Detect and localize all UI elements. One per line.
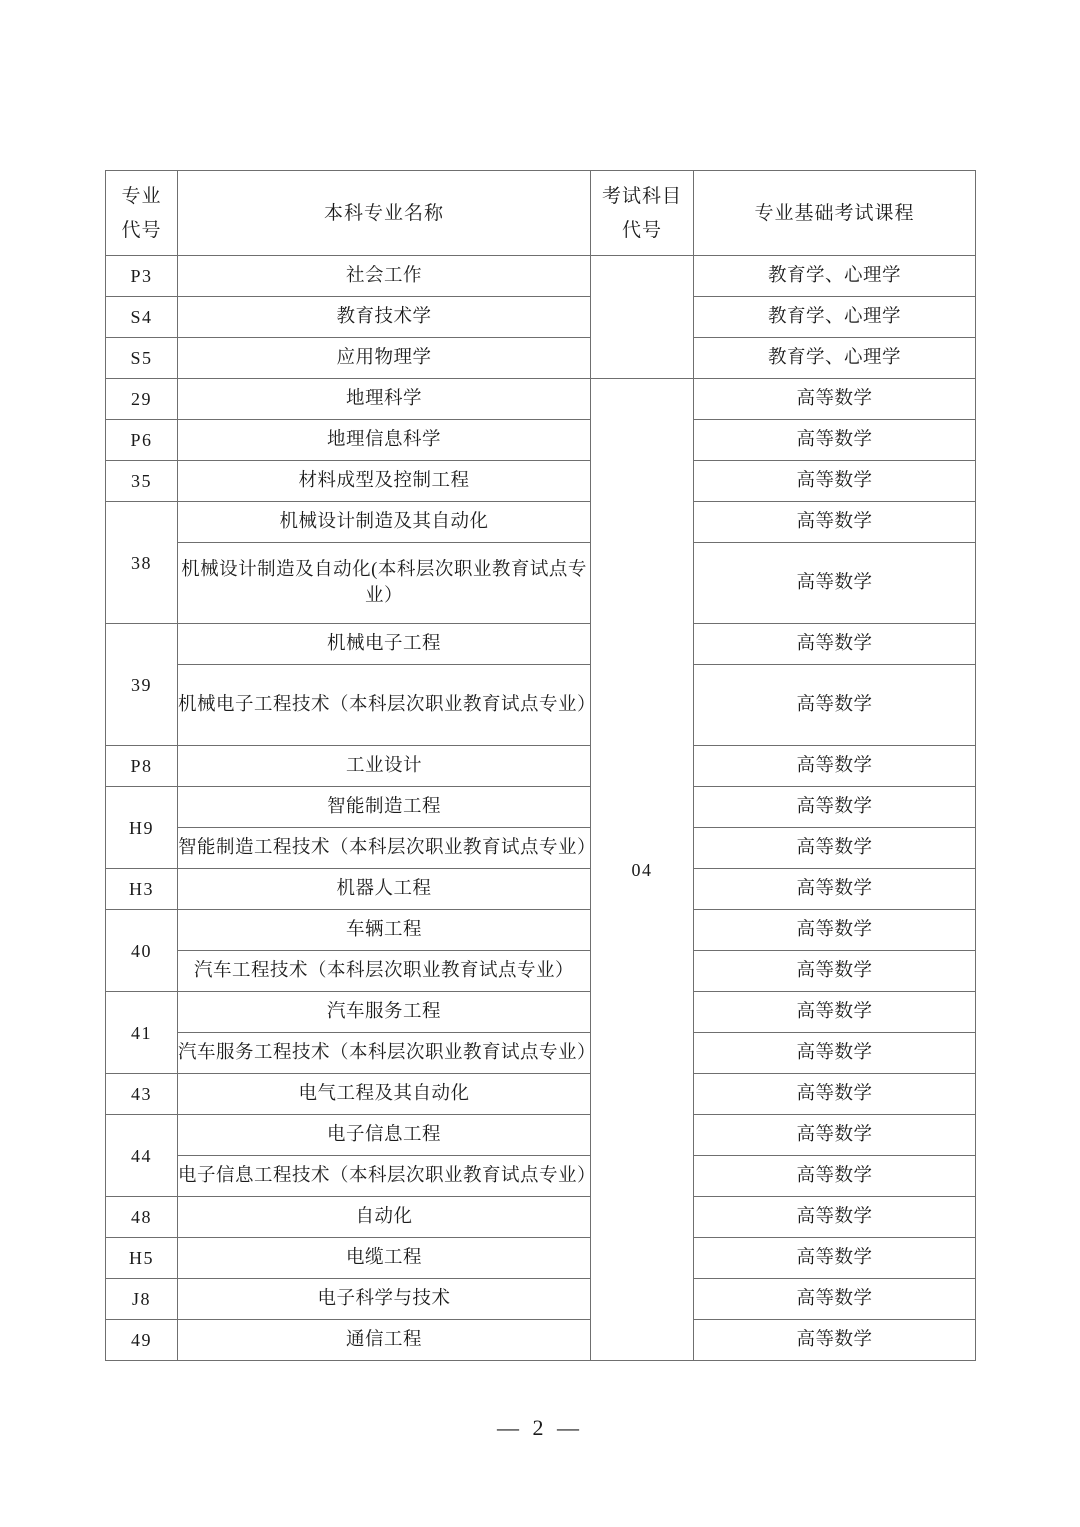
table-row	[106, 379, 976, 420]
table-row	[106, 502, 976, 543]
cell-course: 高等数学	[694, 1197, 976, 1238]
cell-major-name: 汽车工程技术（本科层次职业教育试点专业）	[178, 951, 591, 992]
cell-major-name: 机械电子工程	[178, 624, 591, 665]
cell-course: 教育学、心理学	[694, 256, 976, 297]
cell-major-name: 电子信息工程技术（本科层次职业教育试点专业）	[178, 1156, 591, 1197]
cell-major-code: 29	[106, 379, 178, 420]
cell-exam-code: 04	[591, 379, 694, 1361]
table-row	[106, 1197, 976, 1238]
cell-major-code: 49	[106, 1320, 178, 1361]
table-row	[106, 1074, 976, 1115]
table-row	[106, 461, 976, 502]
cell-major-name: 自动化	[178, 1197, 591, 1238]
cell-course: 高等数学	[694, 951, 976, 992]
cell-course: 高等数学	[694, 746, 976, 787]
cell-major-code: S5	[106, 338, 178, 379]
table-row	[106, 1279, 976, 1320]
cell-course: 高等数学	[694, 787, 976, 828]
table-row	[106, 297, 976, 338]
cell-major-code: 43	[106, 1074, 178, 1115]
major-exam-table	[105, 170, 976, 1361]
cell-major-code: S4	[106, 297, 178, 338]
table-row	[106, 951, 976, 992]
cell-course: 高等数学	[694, 1156, 976, 1197]
header-major-code-line2: 代号	[121, 219, 162, 241]
cell-major-name: 智能制造工程技术（本科层次职业教育试点专业）	[178, 828, 591, 869]
cell-course: 高等数学	[694, 665, 976, 746]
table-row	[106, 256, 976, 297]
table-row	[106, 543, 976, 624]
table-row	[106, 1320, 976, 1361]
cell-major-name: 地理信息科学	[178, 420, 591, 461]
header-exam-code-line1: 考试科目	[601, 185, 682, 207]
cell-major-name: 机械设计制造及其自动化	[178, 502, 591, 543]
header-exam-code-line2: 代号	[621, 219, 662, 241]
cell-major-code: 35	[106, 461, 178, 502]
cell-major-code: H5	[106, 1238, 178, 1279]
table-header	[106, 171, 976, 256]
table-row	[106, 338, 976, 379]
table-row	[106, 910, 976, 951]
cell-major-name: 机器人工程	[178, 869, 591, 910]
cell-major-code: P6	[106, 420, 178, 461]
header-exam-code	[591, 171, 694, 256]
cell-major-code: P8	[106, 746, 178, 787]
cell-course: 教育学、心理学	[694, 297, 976, 338]
cell-major-name: 教育技术学	[178, 297, 591, 338]
cell-course: 高等数学	[694, 420, 976, 461]
cell-major-name: 智能制造工程	[178, 787, 591, 828]
cell-major-code: 39	[106, 624, 178, 746]
cell-course: 教育学、心理学	[694, 338, 976, 379]
cell-major-name: 通信工程	[178, 1320, 591, 1361]
cell-course: 高等数学	[694, 1115, 976, 1156]
cell-course: 高等数学	[694, 1238, 976, 1279]
table-row	[106, 869, 976, 910]
table-row	[106, 1156, 976, 1197]
cell-course: 高等数学	[694, 461, 976, 502]
table-row	[106, 992, 976, 1033]
cell-course: 高等数学	[694, 624, 976, 665]
cell-major-name: 材料成型及控制工程	[178, 461, 591, 502]
cell-course: 高等数学	[694, 502, 976, 543]
cell-major-name: 社会工作	[178, 256, 591, 297]
header-major-name: 本科专业名称	[178, 171, 591, 256]
cell-major-name: 车辆工程	[178, 910, 591, 951]
header-major-code	[106, 171, 178, 256]
table-row	[106, 1033, 976, 1074]
cell-major-name: 汽车服务工程技术（本科层次职业教育试点专业）	[178, 1033, 591, 1074]
cell-course: 高等数学	[694, 1074, 976, 1115]
cell-major-code: J8	[106, 1279, 178, 1320]
cell-exam-code	[591, 256, 694, 379]
header-major-code-line1: 专业	[121, 185, 162, 207]
cell-course: 高等数学	[694, 1033, 976, 1074]
table-row	[106, 624, 976, 665]
cell-major-name: 电子信息工程	[178, 1115, 591, 1156]
cell-course: 高等数学	[694, 992, 976, 1033]
cell-course: 高等数学	[694, 1279, 976, 1320]
cell-major-code: 44	[106, 1115, 178, 1197]
cell-major-name: 电缆工程	[178, 1238, 591, 1279]
cell-major-code: H3	[106, 869, 178, 910]
cell-major-name: 应用物理学	[178, 338, 591, 379]
cell-major-name: 电气工程及其自动化	[178, 1074, 591, 1115]
cell-major-code: H9	[106, 787, 178, 869]
cell-major-name: 工业设计	[178, 746, 591, 787]
cell-major-code: 48	[106, 1197, 178, 1238]
table-row	[106, 787, 976, 828]
cell-major-name: 地理科学	[178, 379, 591, 420]
cell-course: 高等数学	[694, 1320, 976, 1361]
table-header-row	[106, 171, 976, 256]
page-number: — 2 —	[497, 1415, 583, 1440]
table-row	[106, 420, 976, 461]
table-row	[106, 746, 976, 787]
cell-course: 高等数学	[694, 910, 976, 951]
cell-course: 高等数学	[694, 543, 976, 624]
cell-course: 高等数学	[694, 828, 976, 869]
cell-major-code: 38	[106, 502, 178, 624]
cell-major-name: 机械设计制造及自动化(本科层次职业教育试点专业）	[178, 543, 591, 624]
cell-major-code: 40	[106, 910, 178, 992]
header-course: 专业基础考试课程	[694, 171, 976, 256]
cell-course: 高等数学	[694, 379, 976, 420]
cell-major-code: P3	[106, 256, 178, 297]
table-row	[106, 1238, 976, 1279]
cell-major-name: 电子科学与技术	[178, 1279, 591, 1320]
cell-major-code: 41	[106, 992, 178, 1074]
major-exam-table-container	[105, 170, 975, 1361]
cell-major-name: 汽车服务工程	[178, 992, 591, 1033]
table-row	[106, 828, 976, 869]
cell-major-name: 机械电子工程技术（本科层次职业教育试点专业）	[178, 665, 591, 746]
table-row	[106, 1115, 976, 1156]
table-body	[106, 256, 976, 1361]
cell-course: 高等数学	[694, 869, 976, 910]
table-row	[106, 665, 976, 746]
